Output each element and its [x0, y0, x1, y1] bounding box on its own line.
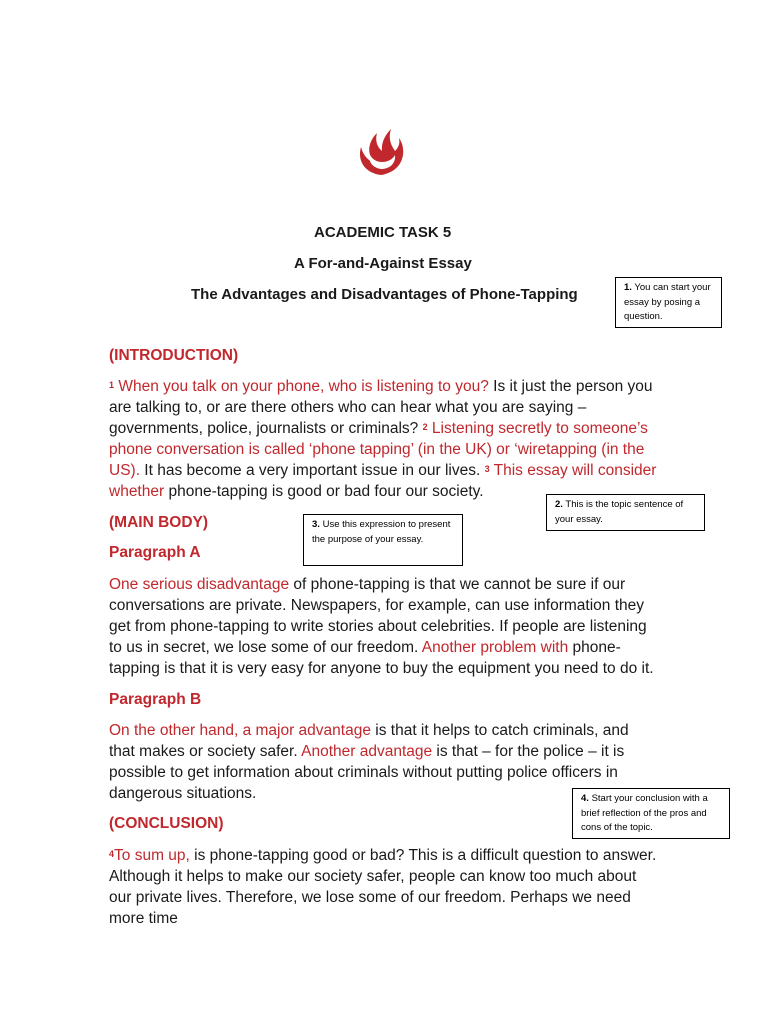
note-1-text: You can start your essay by posing a question.	[624, 282, 711, 322]
note-2-text: This is the topic sentence of your essay.	[555, 499, 684, 525]
document-subtitle: A For-and-Against Essay	[294, 255, 472, 272]
intro-purpose-expression: This essay will consider whether	[109, 462, 657, 500]
conclusion-paragraph	[109, 845, 657, 929]
intro-topic-sentence: Listening secretly to someone’s phone conversation is called ‘phone tapping’ (in the UK) or ‘wiretapping (in the US).	[109, 420, 648, 479]
section-paragraph-a: Paragraph A	[109, 544, 201, 561]
university-flame-logo-icon	[355, 125, 407, 177]
para-b-phrase-2: Another advantage	[301, 743, 433, 760]
note-4-number: 4.	[581, 793, 589, 804]
intro-text-2: It has become a very important issue in our lives.	[140, 462, 485, 479]
para-a-phrase-2: Another problem with	[421, 639, 569, 656]
para-b-text-1: is that it helps to catch criminals, and that makes or society safer.	[109, 722, 629, 760]
para-b-text-2: is that – for the police – it is possible to get information about criminals without putting police officers in dangerous situations.	[109, 743, 625, 802]
paragraph-a-body	[109, 574, 657, 679]
marker-3: 3	[484, 464, 490, 474]
note-1-number: 1.	[624, 282, 632, 293]
section-introduction: (INTRODUCTION)	[109, 347, 239, 364]
conclusion-text: is phone-tapping good or bad? This is a difficult question to answer. Although it helps to make our society safer, people can know too much about our private lives. Therefore, we lose some of our freedom. Perhaps we need more time	[109, 847, 657, 927]
annotation-note-3	[303, 514, 463, 566]
para-a-phrase-1: One serious disadvantage	[109, 576, 290, 593]
marker-1: 1	[109, 380, 115, 390]
note-3-number: 3.	[312, 519, 320, 530]
intro-text-3: phone-tapping is good or bad four our society.	[164, 483, 484, 500]
para-a-text-2: phone-tapping is that it is very easy for anyone to buy the equipment you need to do it.	[109, 639, 654, 677]
section-conclusion: (CONCLUSION)	[109, 815, 224, 832]
document-title: ACADEMIC TASK 5	[314, 224, 452, 241]
note-4-text: Start your conclusion with a brief reflection of the pros and cons of the topic.	[581, 793, 708, 833]
section-main-body: (MAIN BODY)	[109, 514, 209, 531]
annotation-note-2	[546, 494, 705, 531]
annotation-note-1	[615, 277, 722, 328]
section-paragraph-b: Paragraph B	[109, 691, 202, 708]
introduction-paragraph	[109, 376, 657, 502]
intro-text-1: Is it just the person you are talking to, or are there others who can hear what you are saying – governments, police, journalists or criminals?	[109, 378, 653, 437]
annotation-note-4	[572, 788, 730, 839]
note-2-number: 2.	[555, 499, 563, 510]
marker-2: 2	[422, 422, 428, 432]
intro-question: When you talk on your phone, who is listening to you?	[114, 378, 489, 395]
note-3-text: Use this expression to present the purpose of your essay.	[312, 519, 451, 545]
marker-4: 4	[109, 849, 115, 859]
para-a-text-1: of phone-tapping is that we cannot be sure if our conversations are private. Newspapers, for example, can use information they get from phone-tapping to write stories about celebrities. If people are listening to us in secret, we lose some of our freedom.	[109, 576, 647, 656]
conclusion-phrase: To sum up,	[114, 847, 190, 864]
essay-title: The Advantages and Disadvantages of Phone-Tapping	[191, 286, 578, 303]
para-b-phrase-1: On the other hand, a major advantage	[109, 722, 371, 739]
